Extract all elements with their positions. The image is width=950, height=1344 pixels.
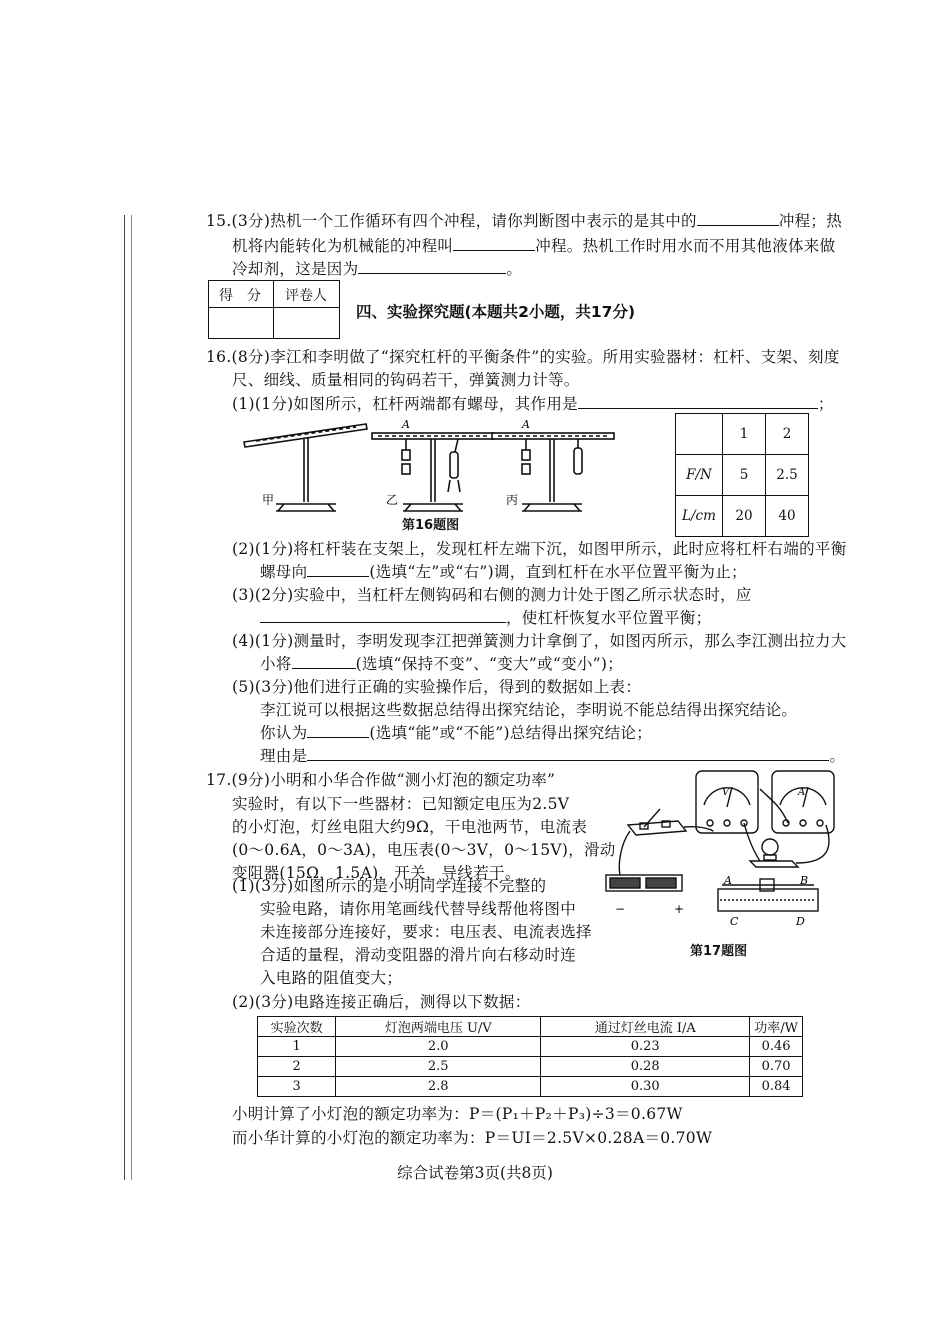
table-cell: 1 xyxy=(723,414,766,455)
q17-circuit-figure xyxy=(600,765,840,935)
fig-point-a-yi: A xyxy=(402,418,410,431)
battery-plus-label: + xyxy=(674,902,685,916)
table-cell: 2.5 xyxy=(336,1057,541,1077)
table-cell: 40 xyxy=(766,496,809,537)
q16-part1-blank[interactable] xyxy=(578,394,818,409)
battery-minus-label: − xyxy=(615,902,626,916)
table-cell: 0.23 xyxy=(541,1037,750,1057)
table-cell: 2.5 xyxy=(766,455,809,496)
q16-part2-line2 xyxy=(260,562,747,582)
table-cell: 0.84 xyxy=(750,1077,803,1097)
table-cell: 功率/W xyxy=(750,1017,803,1037)
table-cell: 2 xyxy=(258,1057,336,1077)
table-cell: 0.70 xyxy=(750,1057,803,1077)
switch xyxy=(628,809,686,835)
table-cell: 2 xyxy=(766,414,809,455)
q17-line-3: 的小灯泡，灯丝电阻大约9Ω，干电池两节，电流表 xyxy=(232,818,588,836)
table-cell: 0.28 xyxy=(541,1057,750,1077)
rheostat-terminal-c: C xyxy=(730,915,739,928)
q16-part5-text-b: (选填“能”或“不能”)总结得出探究结论； xyxy=(369,724,652,742)
grader-label: 评卷人 xyxy=(285,288,327,304)
score-box-divider-h xyxy=(209,307,339,308)
q16-part4-text-b: (选填“保持不变”、“变大”或“变小”)； xyxy=(355,655,624,673)
q17-line-1: 17.(9分)小明和小华合作做“测小灯泡的额定功率” xyxy=(206,771,556,789)
q17-part1-line4: 合适的量程，滑动变阻器的滑片向右移动时连 xyxy=(260,946,577,964)
q16-part1 xyxy=(232,394,834,414)
q17-line-2: 实验时，有以下一些器材：已知额定电压为2.5V xyxy=(232,795,570,813)
table-cell: 0.46 xyxy=(750,1037,803,1057)
q16-data-table xyxy=(675,413,809,537)
light-bulb xyxy=(750,839,798,867)
q15-blank-2[interactable] xyxy=(453,236,535,251)
q16-part4-line1: (4)(1分)测量时，李明发现李江把弹簧测力计拿倒了，如图丙所示，那么李江测出拉力大 xyxy=(232,632,847,650)
q16-intro-2: 尺、细线、质量相同的钩码若干，弹簧测力计等。 xyxy=(232,371,580,389)
q15-blank-3[interactable] xyxy=(358,259,506,274)
table-row xyxy=(258,1057,803,1077)
score-label: 得 分 xyxy=(219,288,261,304)
section-title: 四、实验探究题(本题共2小题，共17分) xyxy=(356,303,636,321)
score-box-divider-v xyxy=(273,281,274,338)
q16-part4-text-a: 小将 xyxy=(260,655,292,673)
fig-label-bing: 丙 xyxy=(506,493,519,507)
score-box xyxy=(208,280,340,339)
table-cell: 20 xyxy=(723,496,766,537)
table-cell: 0.30 xyxy=(541,1077,750,1097)
rheostat-terminal-a: A xyxy=(724,874,732,887)
binding-margin-line xyxy=(124,215,125,1180)
table-row xyxy=(258,1037,803,1057)
ammeter-label: A xyxy=(798,787,806,798)
battery-pack xyxy=(606,875,682,891)
table-row xyxy=(676,496,809,537)
table-cell: 5 xyxy=(723,455,766,496)
q15-text-1a: 15.(3分)热机一个工作循环有四个冲程，请你判断图中表示的是其中的 xyxy=(206,212,697,230)
binding-margin-line-inner xyxy=(131,215,132,1180)
fig-label-yi: 乙 xyxy=(386,493,399,507)
table-cell: 3 xyxy=(258,1077,336,1097)
q16-part3-line1: (3)(2分)实验中，当杠杆左侧钩码和右侧的测力计处于图乙所示状态时，应 xyxy=(232,586,752,604)
q16-part2-line1: (2)(1分)将杠杆装在支架上，发现杠杆左端下沉，如图甲所示，此时应将杠杆右端的平衡 xyxy=(232,540,847,558)
ammeter xyxy=(772,771,834,833)
table-row xyxy=(258,1077,803,1097)
q15-line-3 xyxy=(232,259,522,279)
table-row xyxy=(676,455,809,496)
q17-calc-xiaoming: 小明计算了小灯泡的额定功率为：P＝(P₁＋P₂＋P₃)÷3＝0.67W xyxy=(232,1105,683,1123)
q17-data-table xyxy=(257,1016,803,1097)
table-cell xyxy=(676,414,723,455)
q17-part1-line3: 未连接部分连接好，要求：电压表、电流表选择 xyxy=(260,923,592,941)
q16-part2-blank[interactable] xyxy=(307,562,369,577)
q15-line-2 xyxy=(232,236,835,256)
table-cell: 1 xyxy=(258,1037,336,1057)
page-footer: 综合试卷第3页(共8页) xyxy=(397,1164,553,1182)
q16-part5-line2: 李江说可以根据这些数据总结得出探究结论，李明说不能总结得出探究结论。 xyxy=(260,701,798,719)
q15-blank-1[interactable] xyxy=(697,211,779,226)
table-cell: 2.8 xyxy=(336,1077,541,1097)
q15-text-2b: 冲程。热机工作时用水而不用其他液体来做 xyxy=(535,237,836,255)
q17-part2: (2)(3分)电路连接正确后，测得以下数据： xyxy=(232,993,531,1011)
q17-part1-line1: (1)(3分)如图所示的是小明同学连接不完整的 xyxy=(232,877,547,895)
q16-part5-line1: (5)(3分)他们进行正确的实验操作后，得到的数据如上表： xyxy=(232,678,642,696)
q16-part5-text-a: 你认为 xyxy=(260,724,308,742)
q16-part2-text-a: 螺母向 xyxy=(260,563,308,581)
q16-part1-text: (1)(1分)如图所示，杠杆两端都有螺母，其作用是 xyxy=(232,395,578,413)
q16-part5-line4 xyxy=(260,746,845,766)
table-cell: 通过灯丝电流 I/A xyxy=(541,1017,750,1037)
voltmeter xyxy=(696,771,758,833)
q17-calc-xiaohua: 而小华计算的小灯泡的额定功率为：P＝UI＝2.5V×0.28A＝0.70W xyxy=(232,1129,713,1147)
table-cell: F/N xyxy=(676,455,723,496)
q16-part5-blank-1[interactable] xyxy=(307,723,369,738)
q16-part3-text: ，使杠杆恢复水平位置平衡； xyxy=(506,609,712,627)
q15-text-1b: 冲程；热 xyxy=(778,212,843,230)
q16-part2-text-b: (选填“左”或“右”)调，直到杠杆在水平位置平衡为止； xyxy=(369,563,747,581)
q17-part1-line5: 入电路的阻值变大； xyxy=(260,969,403,987)
table-row xyxy=(258,1017,803,1037)
q16-part5-end: 。 xyxy=(829,747,846,765)
q16-part3-blank[interactable] xyxy=(260,608,506,623)
q17-part1-line2: 实验电路，请你用笔画线代替导线帮他将图中 xyxy=(260,900,577,918)
voltmeter-label: V xyxy=(722,787,730,798)
q16-part4-blank[interactable] xyxy=(292,654,356,669)
table-cell: 灯泡两端电压 U/V xyxy=(336,1017,541,1037)
q15-line-1 xyxy=(206,211,842,231)
table-row xyxy=(676,414,809,455)
q15-text-3a: 冷却剂，这是因为 xyxy=(232,260,359,278)
table-cell: L/cm xyxy=(676,496,723,537)
q17-figure-caption: 第17题图 xyxy=(690,944,748,959)
q16-part5-reason-label: 理由是 xyxy=(260,747,308,765)
rheostat-terminal-b: B xyxy=(800,874,809,887)
q17-line-4: (0～0.6A，0～3A)，电压表(0～3V，0～15V)，滑动 xyxy=(232,841,616,859)
table-cell: 2.0 xyxy=(336,1037,541,1057)
rheostat-terminal-d: D xyxy=(796,915,805,928)
fig-label-jia: 甲 xyxy=(262,493,275,507)
q16-part5-line3 xyxy=(260,723,652,743)
q15-text-3b: 。 xyxy=(506,260,523,278)
q16-intro-1: 16.(8分)李江和李明做了“探究杠杆的平衡条件”的实验。所用实验器材：杠杆、支架、刻度 xyxy=(206,348,840,366)
q16-part5-blank-2[interactable] xyxy=(307,746,829,761)
q17-line-5: 变阻器(15Ω，1.5A)，开关，导线若干。 xyxy=(232,864,521,882)
q15-text-2a: 机将内能转化为机械能的冲程叫 xyxy=(232,237,454,255)
q16-figure-caption: 第16题图 xyxy=(402,518,460,533)
q16-part1-end: ； xyxy=(817,395,834,413)
q16-part3-line2 xyxy=(260,608,711,628)
table-cell: 实验次数 xyxy=(258,1017,336,1037)
q16-part4-line2 xyxy=(260,654,623,674)
fig-point-a-bing: A xyxy=(522,418,530,431)
